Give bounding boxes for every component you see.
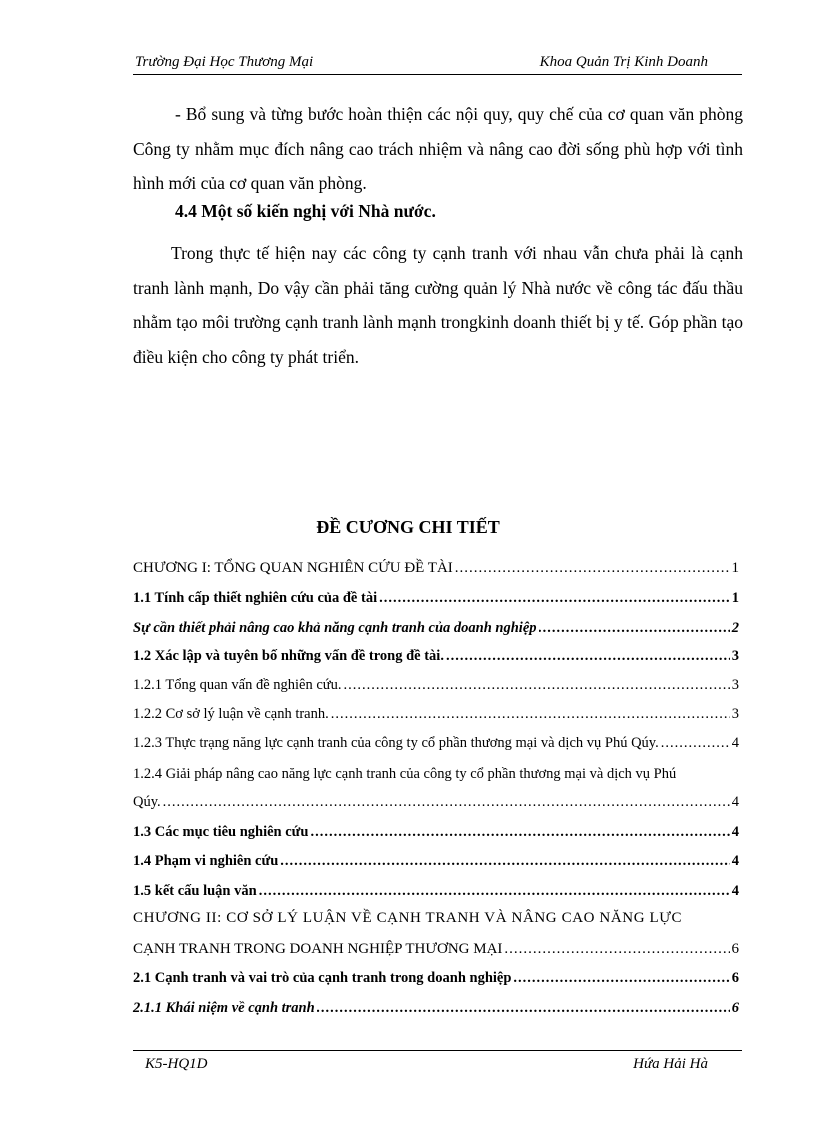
- toc-entry[interactable]: 1.5 kết cấu luận văn ..... 4: [133, 883, 739, 905]
- paragraph-regulations: - Bổ sung và từng bước hoàn thiện các nội quy, quy chế của cơ quan văn phòng Công ty nhằm mục đích nâng cao trách nhiệm và nâng cao đời sống phù hợp với tình hình mới của cơ quan văn phòng.: [133, 104, 743, 193]
- toc-entry[interactable]: 1.4 Phạm vi nghiên cứu ..... 4: [133, 853, 739, 875]
- toc-entry[interactable]: CẠNH TRANH TRONG DOANH NGHIỆP THƯƠNG MẠI ..... 6: [133, 941, 739, 963]
- footer-class: K5-HQ1D: [145, 1056, 208, 1072]
- toc-entry[interactable]: Sự cần thiết phải nâng cao khả năng cạnh tranh của doanh nghiệp ..... 2: [133, 620, 739, 642]
- toc-entry[interactable]: 1.2.3 Thực trạng năng lực cạnh tranh của công ty cổ phần thương mại và dịch vụ Phú Qúy. ..... 4: [133, 735, 739, 757]
- toc-entry[interactable]: 1.3 Các mục tiêu nghiên cứu ..... 4: [133, 824, 739, 846]
- toc-entry[interactable]: Qúy. ..... 4: [133, 794, 739, 816]
- toc-entry[interactable]: 1.2.2 Cơ sở lý luận về cạnh tranh. ..... 3: [133, 706, 739, 728]
- toc-entry[interactable]: 2.1 Cạnh tranh và vai trò của cạnh tranh trong doanh nghiệp ..... 6: [133, 970, 739, 992]
- toc-entry[interactable]: 1.2.1 Tổng quan vấn đề nghiên cứu. ..... 3: [133, 677, 739, 699]
- toc-entry[interactable]: 2.1.1 Khái niệm về cạnh tranh ..... 6: [133, 1000, 739, 1022]
- footer-author: Hứa Hải Hà: [633, 1056, 708, 1072]
- toc-entry[interactable]: CHƯƠNG I: TỔNG QUAN NGHIÊN CỨU ĐỀ TÀI ..... 1: [133, 560, 739, 582]
- toc-entry[interactable]: 1.2 Xác lập và tuyên bố những vấn đề trong đề tài. ..... 3: [133, 648, 739, 670]
- toc-entry[interactable]: 1.1 Tính cấp thiết nghiên cứu của đề tài ..... 1: [133, 590, 739, 612]
- page-header: [133, 52, 742, 75]
- section-heading-4-4: 4.4 Một số kiến nghị với Nhà nước.: [175, 201, 436, 221]
- header-faculty: Khoa Quản Trị Kinh Doanh: [539, 54, 708, 70]
- toc-title: ĐỀ CƯƠNG CHI TIẾT: [316, 517, 500, 537]
- toc-entry-line1[interactable]: CHƯƠNG II: CƠ SỞ LÝ LUẬN VỀ CẠNH TRANH VÀ NÂNG CAO NĂNG LỰC: [133, 910, 683, 926]
- page-footer: [133, 1050, 742, 1072]
- header-school: Trường Đại Học Thương Mại: [135, 54, 314, 70]
- toc-entry-line1[interactable]: 1.2.4 Giải pháp nâng cao năng lực cạnh tranh của công ty cổ phần thương mại và dịch vụ Phú: [133, 766, 677, 782]
- paragraph-recommendations: Trong thực tế hiện nay các công ty cạnh tranh với nhau vẫn chưa phải là cạnh tranh lành mạnh, Do vậy cần phải tăng cường quản lý Nhà nước về công tác đấu thầu nhằm tạo môi trường cạnh tranh lành mạnh trongkinh doanh thiết bị y tế. Góp phần tạo điều kiện cho công ty phát triển.: [133, 243, 743, 367]
